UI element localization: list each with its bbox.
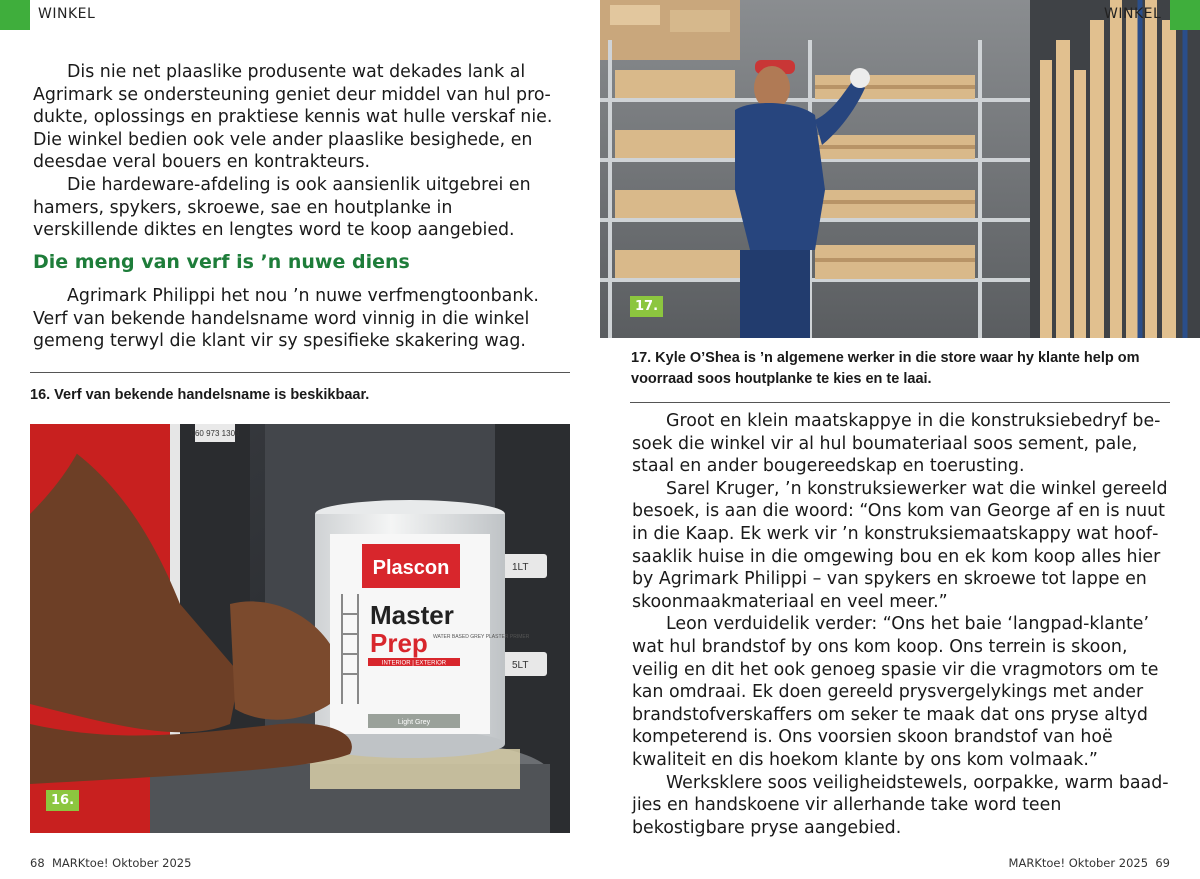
tin-product-line2: Prep xyxy=(370,628,428,658)
divider xyxy=(630,402,1170,403)
paragraph: Dis nie net plaaslike produsente wat dekades lank al Agrimark se ondersteuning geniet deur middel van hul produkte, oplossings en praktiese kennis wat hulle verskaf nie. Die winkel bedien ook vele ander plaaslike besighede, en deesdae veral bouers en kontrakteurs. xyxy=(33,62,553,173)
paragraph: Sarel Kruger, ’n konstruksiewerker wat die winkel gereeld besoek, is aan die woord: “Ons kom van George af en is nuut in die Kaap. Ek werk vir ’n konstruksiemaatskappy wat hoofsaaklik huise in die omgewing bou en ek kom koop alles hier by Agrimark Philippi – van spykers en skroewe tot lappe en skoonmaakmateriaal en veel meer.” xyxy=(632,478,1168,612)
right-body-text xyxy=(632,410,1172,839)
paint-photo-illustration xyxy=(30,424,570,833)
paragraph: Groot en klein maatskappye in die konstruksiebedryf besoek die winkel vir al hul boumateriaal soos sement, pale, staal en ander bougereedskap en toerusting. xyxy=(632,411,1161,477)
photo-caption-17: 17. Kyle O’Shea is ’n algemene werker in die store waar hy klante help om voorraad soos houtplanke te kies en te laai. xyxy=(631,350,1140,387)
photo-caption-16: 16. Verf van bekende handelsname is beskikbaar. xyxy=(30,387,370,403)
tin-colour: Light Grey xyxy=(397,719,431,726)
magazine-name-left: MARKtoe! Oktober 2025 xyxy=(51,856,192,870)
divider xyxy=(30,372,570,373)
magazine-name-right: MARKtoe! Oktober 2025 xyxy=(1008,856,1149,870)
section-tab-right xyxy=(1170,0,1200,30)
paragraph: Leon verduidelik verder: “Ons het baie ‘langpad-klante’ wat hul brandstof by ons kom koop. Ons terrein is skoon, veilig en dit het ook genoeg spasie vir die vragmotors om te kan omdraai. Ek doen gereeld prysvergelykings met ander brandstofverskaffers om seker te maak dat ons pryse altyd kompeterend is. Ons voorsien skoon brandstof van hoë kwaliteit en dis hoekom klante by ons kom volmaak.” xyxy=(632,614,1159,770)
warehouse-photo-illustration xyxy=(600,0,1200,338)
footer-right xyxy=(1009,856,1170,870)
warehouse-photo xyxy=(600,0,1200,338)
paragraph: Agrimark Philippi het nou ’n nuwe verfmengtoonbank. Verf van bekende handelsname word vinnig in die winkel gemeng terwyl die klant vir sy spesifieke skakering wag. xyxy=(33,286,539,352)
tin-subtitle: WATER BASED GREY PLASTER PRIMER xyxy=(433,634,530,640)
paragraph: Die hardeware-afdeling is ook aansienlik uitgebrei en hamers, spykers, skroewe, sae en houtplanke in verskillende diktes en lengtes word te koop aangebied. xyxy=(33,174,531,241)
tin-product-line1: Master xyxy=(370,600,454,630)
tin-usage: INTERIOR | EXTERIOR xyxy=(381,660,447,667)
page-number-right: 69 xyxy=(1155,856,1170,870)
section-label-left: WINKEL xyxy=(38,6,96,22)
tin-brand: Plascon xyxy=(372,557,450,579)
barcode-label: 060 973 1308 xyxy=(190,429,240,438)
subsection-text xyxy=(33,285,555,353)
footer-left xyxy=(30,856,191,870)
section-tab-left xyxy=(0,0,30,30)
subheading: Die meng van verf is ’n nuwe diens xyxy=(33,251,410,273)
section-label-right: WINKEL xyxy=(1104,6,1162,22)
shelf-label-1lt: 1LT xyxy=(512,562,529,573)
shelf-label-5lt: 5LT xyxy=(512,660,529,671)
page-number-left: 68 xyxy=(30,856,45,870)
paint-photo xyxy=(30,424,570,833)
intro-text xyxy=(33,61,553,242)
figure-number-17: 17. xyxy=(630,296,663,317)
figure-number-16: 16. xyxy=(46,790,79,811)
paragraph: Werksklere soos veiligheidstewels, oorpakke, warm baadjies en handskoene vir allerhande take word teen bekostigbare pryse aangebied. xyxy=(632,772,1169,838)
